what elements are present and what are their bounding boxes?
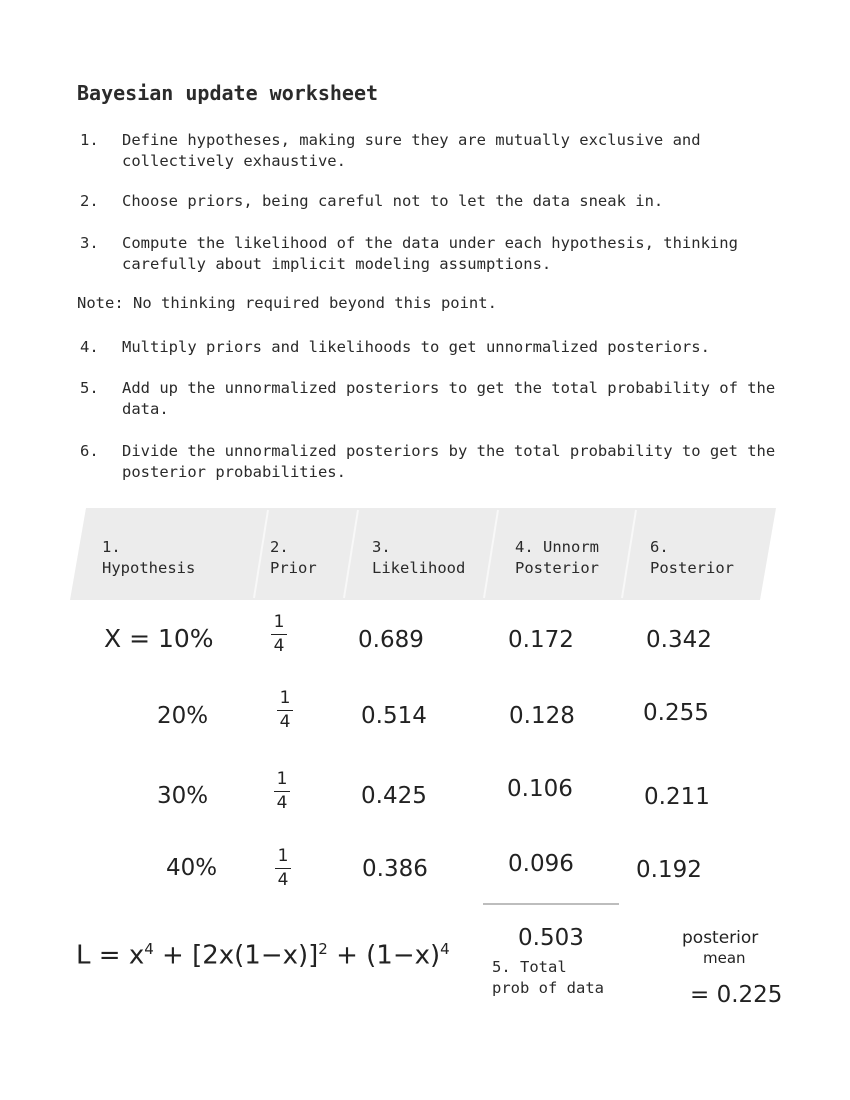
step-text: Divide the unnormalized posteriors by the total probability to get the posterior probabilities.	[122, 442, 776, 481]
step-text: Define hypotheses, making sure they are mutually exclusive and collectively exhaustive.	[122, 131, 701, 170]
prior-denominator: 4	[276, 793, 288, 814]
fraction-bar	[275, 868, 291, 869]
fraction-bar	[277, 710, 293, 711]
worksheet-title: Bayesian update worksheet	[77, 81, 379, 105]
unnorm-posterior-cell: 0.172	[508, 627, 574, 653]
likelihood-cell: 0.514	[361, 703, 427, 729]
prior-denominator: 4	[277, 870, 289, 891]
header-label: Prior	[270, 558, 317, 577]
step-number: 3.	[80, 234, 99, 252]
step-number: 2.	[80, 192, 99, 210]
prior-numerator: 1	[276, 769, 288, 789]
posterior-mean-label: posterior	[682, 928, 759, 948]
step-text: Compute the likelihood of the data under each hypothesis, thinking carefully about implicit modeling assumptions.	[122, 234, 738, 273]
prior-fraction	[275, 690, 295, 731]
step-text: Add up the unnormalized posteriors to get the total probability of the data.	[122, 379, 776, 418]
header-posterior	[650, 537, 734, 578]
header-label: Hypothesis	[102, 558, 196, 577]
likelihood-cell: 0.425	[361, 783, 427, 809]
prior-denominator: 4	[273, 636, 285, 657]
fraction-bar	[274, 791, 290, 792]
unnorm-posterior-cell: 0.106	[507, 776, 573, 802]
hypothesis-cell: 30%	[157, 783, 209, 809]
hypothesis-cell: 40%	[166, 855, 218, 881]
formula-lhs: L	[76, 940, 91, 971]
total-probability-value: 0.503	[518, 925, 584, 951]
total-probability-label	[492, 957, 604, 999]
posterior-cell: 0.255	[643, 700, 709, 726]
prior-fraction	[269, 614, 289, 655]
note: Note: No thinking required beyond this point.	[77, 294, 497, 312]
header-number: 3.	[372, 538, 391, 556]
formula-exponent: 4	[144, 940, 154, 958]
likelihood-cell: 0.689	[358, 627, 424, 653]
header-number: 6.	[650, 538, 669, 556]
header-number: 4. Unnorm	[515, 538, 599, 556]
prior-denominator: 4	[279, 712, 291, 733]
prior-numerator: 1	[277, 846, 289, 866]
step-text: Multiply priors and likelihoods to get unnormalized posteriors.	[122, 338, 710, 356]
sum-rule	[483, 903, 619, 905]
prior-numerator: 1	[273, 612, 285, 632]
unnorm-posterior-cell: 0.128	[509, 703, 575, 729]
header-label: Posterior	[650, 558, 734, 577]
unnorm-posterior-cell: 0.096	[508, 851, 574, 877]
posterior-cell: 0.342	[646, 627, 712, 653]
header-number: 2.	[270, 538, 289, 556]
posterior-cell: 0.192	[636, 857, 702, 883]
posterior-mean-label: mean	[703, 949, 746, 967]
header-hypothesis	[102, 537, 195, 578]
posterior-mean-value: = 0.225	[690, 982, 783, 1008]
step-text: Choose priors, being careful not to let the data sneak in.	[122, 192, 664, 210]
header-unnorm-posterior	[515, 537, 599, 578]
formula-exponent: 2	[318, 940, 328, 958]
hypothesis-cell: X = 10%	[104, 624, 214, 653]
header-label: Posterior	[515, 558, 599, 577]
step-number: 6.	[80, 442, 99, 460]
formula-exponent: 4	[440, 940, 450, 958]
prior-numerator: 1	[279, 688, 291, 708]
hypothesis-cell: 20%	[157, 703, 209, 729]
header-prior	[270, 537, 317, 578]
fraction-bar	[271, 634, 287, 635]
step-number: 1.	[80, 131, 99, 149]
step-number: 5.	[80, 379, 99, 397]
posterior-cell: 0.211	[644, 784, 710, 810]
likelihood-cell: 0.386	[362, 856, 428, 882]
prior-fraction	[273, 848, 293, 889]
header-number: 1.	[102, 538, 121, 556]
header-label: Likelihood	[372, 558, 466, 577]
likelihood-formula: $L = x^4 + [2x(1-x)]^2 + (1-x)^4$	[76, 940, 450, 971]
step-number: 4.	[80, 338, 99, 356]
header-likelihood	[372, 537, 465, 578]
prior-fraction	[272, 771, 292, 812]
total-label-line: 5. Total	[492, 958, 567, 976]
total-label-line: prob of data	[492, 979, 604, 997]
